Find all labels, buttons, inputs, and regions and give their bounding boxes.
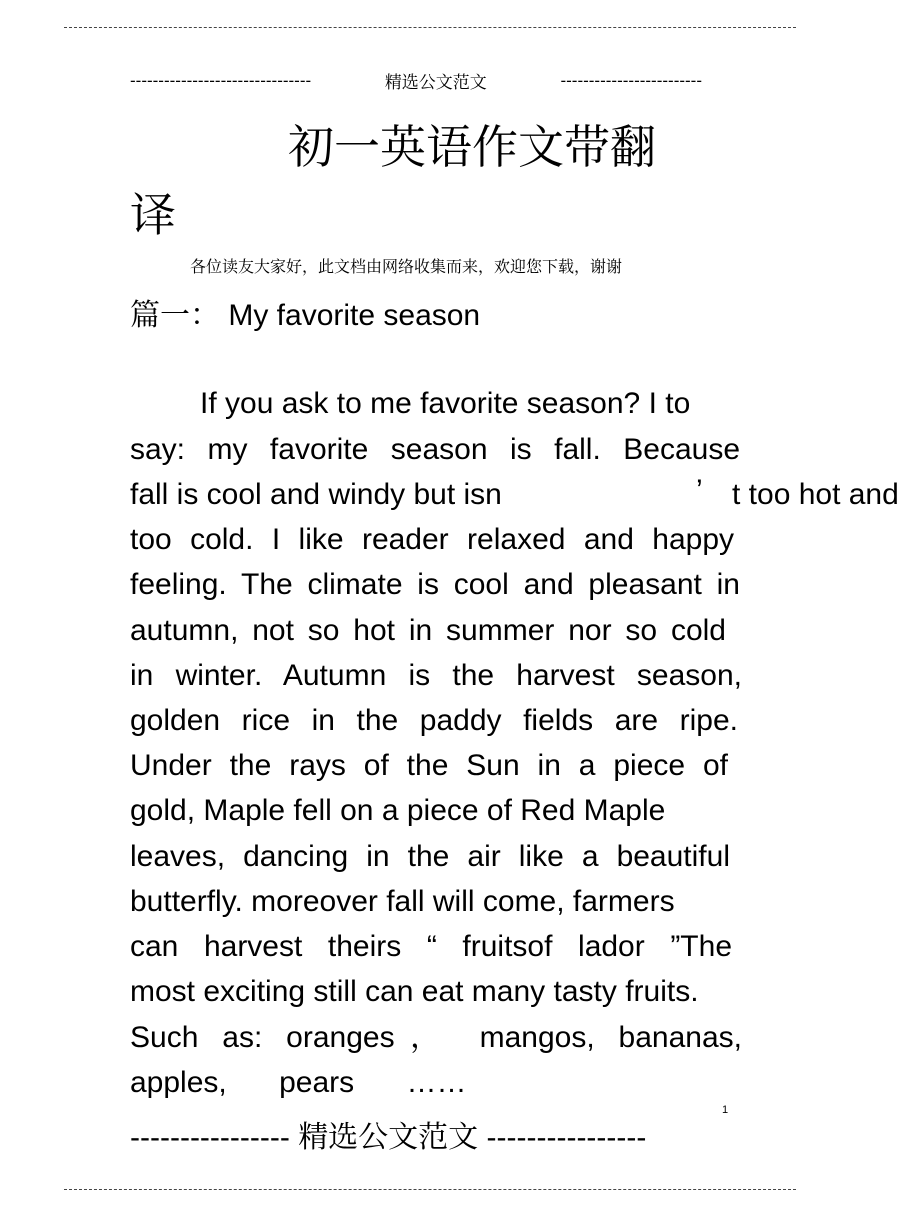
header-right-dashes: ------------------------- [560, 70, 702, 90]
body-line-3: fall is cool and windy but isn [130, 478, 502, 511]
body-line-16: apples, pears …… [130, 1066, 467, 1099]
section-heading [130, 290, 480, 334]
footer-text: 精选公文范文 [298, 1120, 479, 1155]
body-line-14: most exciting still can eat many tasty fruits. [130, 975, 699, 1008]
body-line-3-overflow: t too hot and [732, 478, 899, 511]
section-prefix: 篇一： [130, 298, 220, 333]
body-line-8: golden rice in the paddy fields are ripe. [130, 704, 738, 737]
body-line-10: gold, Maple fell on a piece of Red Maple [130, 794, 666, 827]
body-line-3-apostrophe: ’ [696, 474, 703, 507]
body-line-2: say: my favorite season is fall. Because [130, 433, 740, 466]
body-line-6: autumn, not so hot in summer nor so cold [130, 614, 726, 647]
bottom-divider [64, 1189, 796, 1190]
body-line-4: too cold. I like reader relaxed and happy [130, 523, 734, 556]
body-line-15: Such as: oranges， mangos, bananas, [130, 1021, 742, 1054]
section-title: My favorite season [228, 299, 481, 332]
footer-left-dashes: ---------------- [130, 1121, 290, 1154]
body-line-5: feeling. The climate is cool and pleasant in [130, 568, 740, 601]
download-notice: 各位读友大家好，此文档由网络收集而来，欢迎您下载，谢谢 [190, 257, 623, 276]
body-line-13: can harvest theirs “ fruitsof lador ”The [130, 930, 732, 963]
page-title-line-1: 初一英语作文带翻 [288, 120, 656, 174]
running-header [130, 68, 702, 93]
footer-right-dashes: ---------------- [486, 1121, 647, 1154]
header-left-dashes: -------------------------------- [130, 70, 312, 90]
body-line-1: If you ask to me favorite season? I to [200, 387, 691, 420]
page-number: 1 [722, 1104, 729, 1116]
page-title-line-2: 译 [130, 188, 176, 242]
body-line-7: in winter. Autumn is the harvest season, [130, 659, 742, 692]
top-divider [64, 27, 796, 28]
body-line-12: butterfly. moreover fall will come, farmers [130, 885, 675, 918]
header-text: 精选公文范文 [384, 73, 487, 93]
running-footer [130, 1112, 646, 1156]
body-line-9: Under the rays of the Sun in a piece of [130, 749, 728, 782]
body-line-11: leaves, dancing in the air like a beautiful [130, 840, 730, 873]
